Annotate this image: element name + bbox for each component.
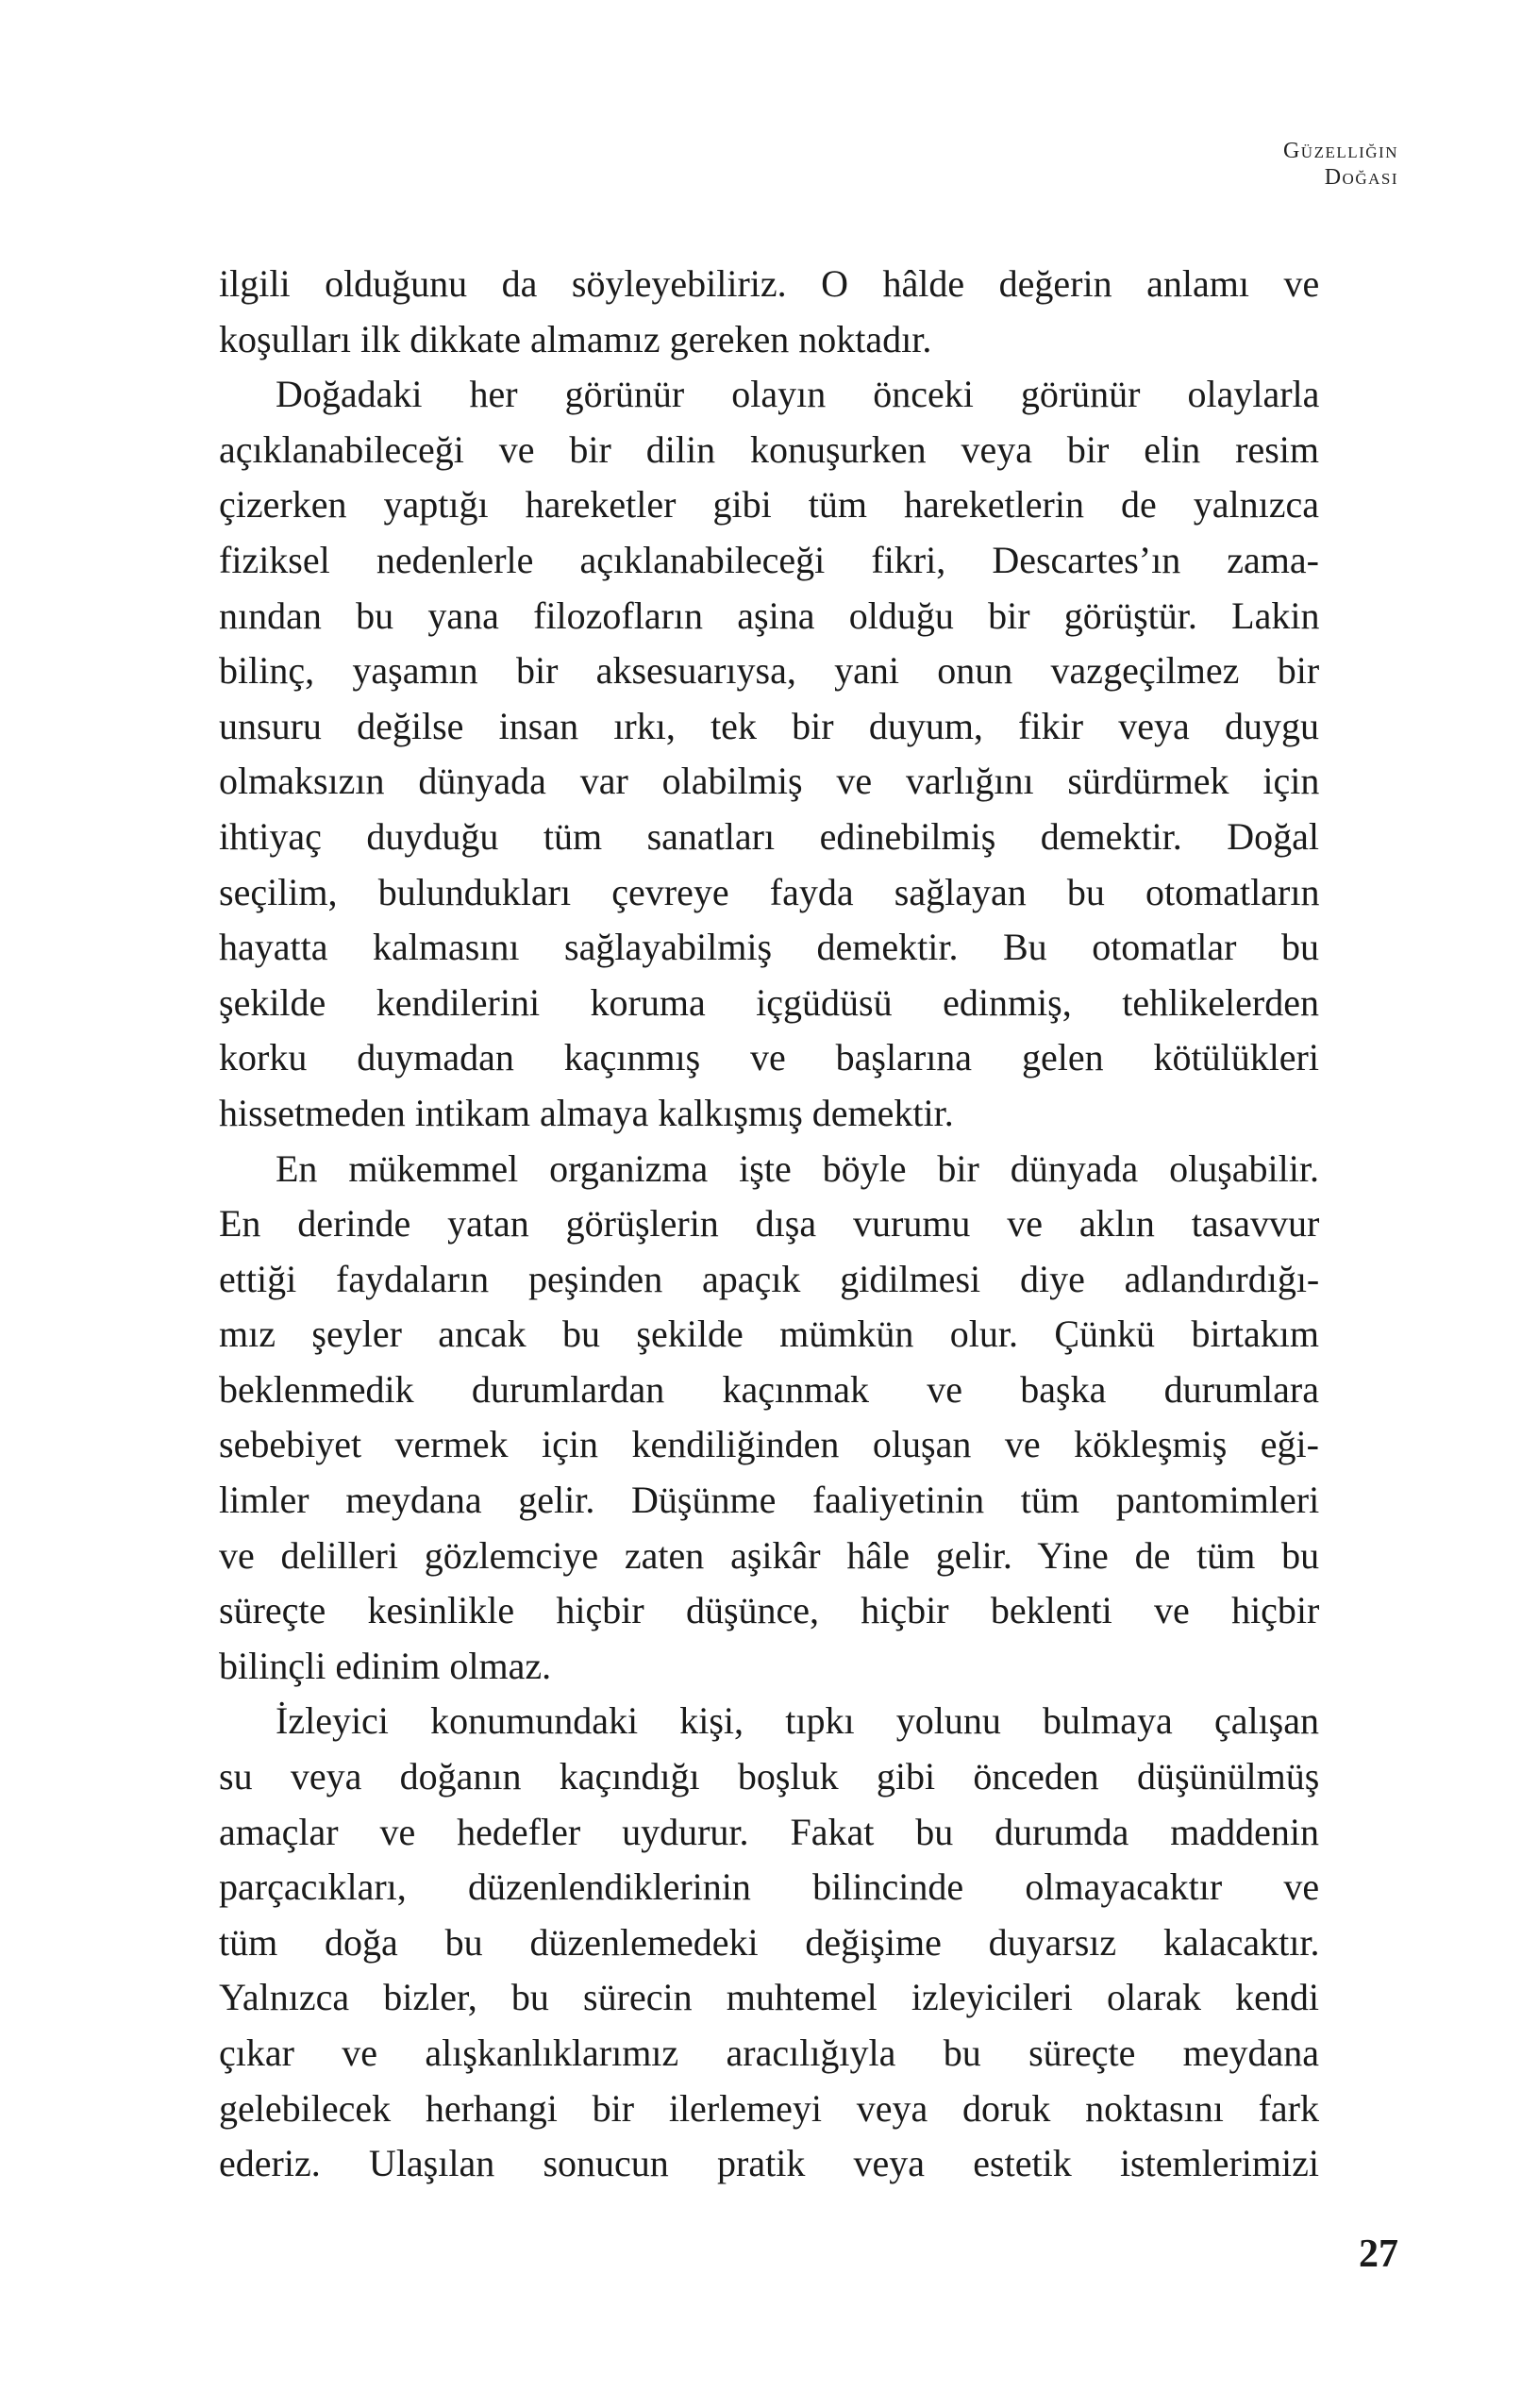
paragraph-first-line: İzleyici konumundaki kişi, tıpkı yolunu bulmaya çalışan bbox=[276, 1699, 1319, 1743]
text-line: açıklanabileceği ve bir dilin konuşurken veya bir elin resim bbox=[219, 427, 1319, 471]
text-line: ve delilleri gözlemciye zaten aşikâr hâle gelir. Yine de tüm bu bbox=[219, 1533, 1320, 1577]
text-line: ihtiyaç duyduğu tüm sanatları edinebilmiş demektir. Doğal bbox=[219, 814, 1319, 858]
text-line: ilgili olduğunu da söyleyebiliriz. O hâlde değerin anlamı ve bbox=[219, 262, 1320, 305]
running-head-line-2: Doğası bbox=[1324, 165, 1398, 190]
text-line: mız şeyler ancak bu şekilde mümkün olur. Çünkü birtakım bbox=[219, 1313, 1319, 1356]
text-line: bilinçli edinim olmaz. bbox=[219, 1644, 552, 1687]
text-line: süreçte kesinlikle hiçbir düşünce, hiçbir beklenti ve hiçbir bbox=[219, 1589, 1320, 1632]
paragraph-first-line: Doğadaki her görünür olayın önceki görünür olaylarla bbox=[276, 373, 1320, 416]
text-line: ederiz. Ulaşılan sonucun pratik veya estetik istemlerimizi bbox=[219, 2142, 1319, 2185]
text-line: parçacıkları, düzenlendiklerinin bilincinde olmayacaktır ve bbox=[219, 1865, 1320, 1909]
text-line: unsuru değilse insan ırkı, tek bir duyum, fikir veya duygu bbox=[219, 704, 1319, 747]
text-line: korku duymadan kaçınmış ve başlarına gelen kötülükleri bbox=[219, 1036, 1319, 1079]
text-line: sebebiyet vermek için kendiliğinden oluşan ve kökleşmiş eği- bbox=[219, 1423, 1319, 1466]
text-line: su veya doğanın kaçındığı boşluk gibi önceden düşünülmüş bbox=[219, 1755, 1320, 1798]
paragraph-first-line: En mükemmel organizma işte böyle bir dünyada oluşabilir. bbox=[276, 1146, 1319, 1190]
page-number: 27 bbox=[1359, 2232, 1398, 2276]
running-head-line-1: Güzelliğin bbox=[1282, 139, 1398, 163]
text-line: olmaksızın dünyada var olabilmiş ve varlığını sürdürmek için bbox=[219, 760, 1320, 803]
text-line: hayatta kalmasını sağlayabilmiş demektir. Bu otomatlar bu bbox=[219, 926, 1319, 969]
text-line: çıkar ve alışkanlıklarımız aracılığıyla bu süreçte meydana bbox=[219, 2032, 1320, 2074]
text-line: Yalnızca bizler, bu sürecin muhtemel izleyicileri olarak kendi bbox=[219, 1976, 1319, 2019]
text-line: En derinde yatan görüşlerin dışa vurumu ve aklın tasavvur bbox=[219, 1202, 1320, 1246]
text-line: beklenmedik durumlardan kaçınmak ve başka durumlara bbox=[219, 1367, 1319, 1411]
text-line: çizerken yaptığı hareketler gibi tüm hareketlerin de yalnızca bbox=[219, 483, 1319, 527]
text-line: bilinç, yaşamın bir aksesuarıysa, yani onun vazgeçilmez bir bbox=[219, 649, 1320, 693]
text-line: ettiği faydaların peşinden apaçık gidilmesi diye adlandırdığı- bbox=[219, 1257, 1320, 1300]
text-line: koşulları ilk dikkate almamız gereken noktadır. bbox=[219, 317, 932, 360]
text-line: amaçlar ve hedefler uydurur. Fakat bu durumda maddenin bbox=[219, 1810, 1319, 1853]
body-text bbox=[219, 257, 1319, 2192]
text-line: fiziksel nedenlerle açıklanabileceği fikri, Descartes’ın zama- bbox=[219, 538, 1319, 581]
text-line: nından bu yana filozofların aşina olduğu bir görüştür. Lakin bbox=[219, 594, 1320, 637]
text-line: tüm doğa bu düzenlemedeki değişime duyarsız kalacaktır. bbox=[219, 1920, 1320, 1964]
text-line: gelebilecek herhangi bir ilerlemeyi veya doruk noktasını fark bbox=[219, 2086, 1319, 2130]
text-line: seçilim, bulundukları çevreye fayda sağlayan bu otomatların bbox=[219, 870, 1320, 913]
text-line: şekilde kendilerini koruma içgüdüsü edinmiş, tehlikelerden bbox=[219, 980, 1319, 1024]
text-line: hissetmeden intikam almaya kalkışmış demektir. bbox=[219, 1091, 954, 1134]
text-line: limler meydana gelir. Düşünme faaliyetinin tüm pantomimleri bbox=[219, 1479, 1320, 1522]
running-head bbox=[1283, 138, 1398, 191]
